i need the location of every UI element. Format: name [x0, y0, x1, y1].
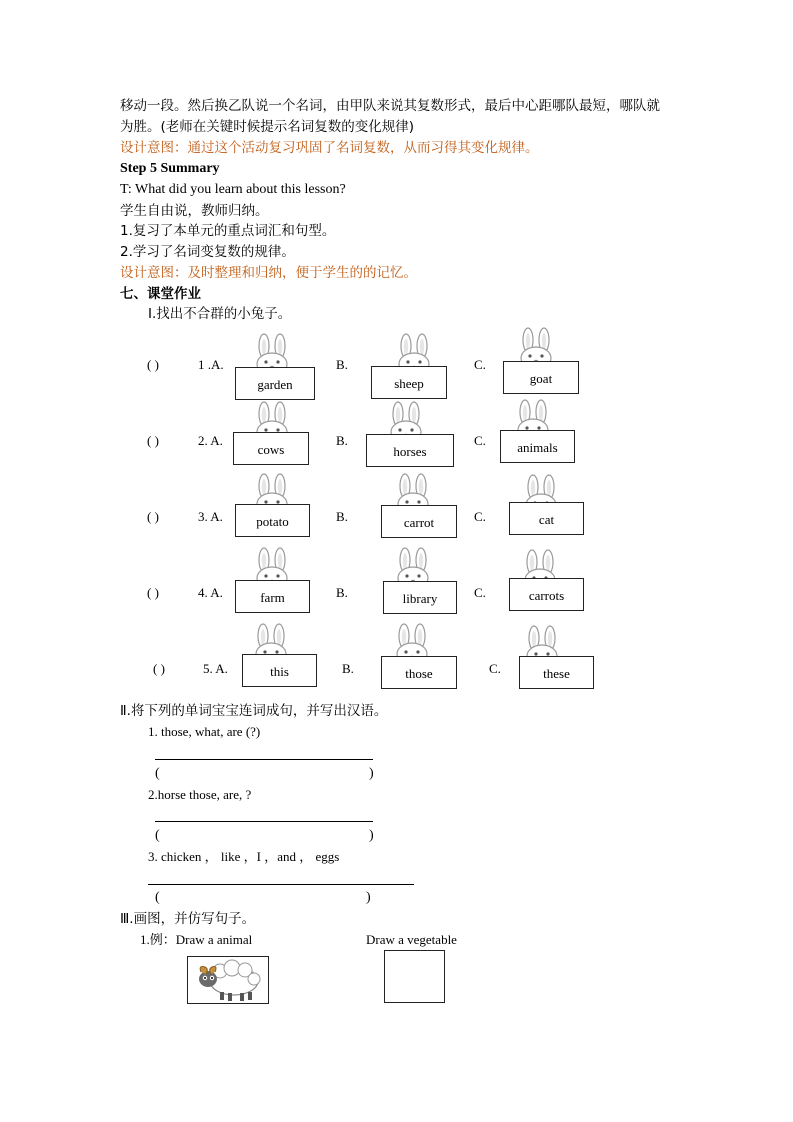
q2-paren[interactable]: ( ) — [147, 433, 159, 448]
q4-option-c[interactable]: carrots — [509, 578, 584, 611]
q2-label-c: C. — [474, 433, 486, 448]
q4-option-a[interactable]: farm — [235, 580, 310, 613]
q2-option-c[interactable]: animals — [500, 430, 575, 463]
intro-line-2: 为胜。(老师在关键时候提示名词复数的变化规律) — [120, 119, 415, 135]
sentence-3-paren-open: ( — [155, 890, 160, 905]
q1-number: 1 .A. — [198, 357, 224, 372]
q3-number: 3. A. — [198, 509, 223, 524]
q1-option-b[interactable]: sheep — [371, 366, 447, 399]
q2-option-a[interactable]: cows — [233, 432, 309, 465]
sentence-2-answer-line[interactable] — [155, 821, 373, 822]
sentence-1-paren-close: ) — [369, 766, 374, 781]
q3-option-a[interactable]: potato — [235, 504, 310, 537]
q1-option-a[interactable]: garden — [235, 367, 315, 400]
sentence-3-words: 3. chicken ， like ，I ，and ， eggs — [148, 849, 340, 864]
vegetable-drawing-box[interactable] — [384, 950, 445, 1003]
q5-option-b[interactable]: those — [381, 656, 457, 689]
homework-heading: 七、课堂作业 — [120, 286, 201, 302]
sentence-1-paren-open: ( — [155, 766, 160, 781]
q3-option-c[interactable]: cat — [509, 502, 584, 535]
step5-free-talk: 学生自由说，教师归纳。 — [120, 203, 269, 219]
sentence-3-paren-close: ) — [366, 890, 371, 905]
q4-number: 4. A. — [198, 585, 223, 600]
q4-paren[interactable]: ( ) — [147, 585, 159, 600]
q3-label-c: C. — [474, 509, 486, 524]
part3-title: Ⅲ.画图，并仿写句子。 — [120, 911, 256, 927]
step5-point-1: 1.复习了本单元的重点词汇和句型。 — [120, 223, 336, 239]
q1-label-c: C. — [474, 357, 486, 372]
q2-option-b[interactable]: horses — [366, 434, 454, 467]
sentence-2-words: 2.horse those, are, ? — [148, 787, 252, 802]
sentence-2-paren-close: ) — [369, 828, 374, 843]
q5-paren[interactable]: ( ) — [153, 661, 165, 676]
sentence-1-words: 1. those, what, are (?) — [148, 724, 261, 739]
q5-number: 5. A. — [203, 661, 228, 676]
q4-option-b[interactable]: library — [383, 581, 457, 614]
q4-label-c: C. — [474, 585, 486, 600]
example-draw-animal: 1.例：Draw a animal — [140, 932, 253, 947]
sentence-2-paren-open: ( — [155, 828, 160, 843]
q3-paren[interactable]: ( ) — [147, 509, 159, 524]
q2-number: 2. A. — [198, 433, 223, 448]
intro-line-1: 移动一段。然后换乙队说一个名词，由甲队来说其复数形式，最后中心距哪队最短，哪队就 — [120, 98, 660, 114]
q5-option-c[interactable]: these — [519, 656, 594, 689]
q3-option-b[interactable]: carrot — [381, 505, 457, 538]
q1-option-c[interactable]: goat — [503, 361, 579, 394]
sheep-icon — [188, 957, 268, 1003]
part1-title: Ⅰ.找出不合群的小兔子。 — [148, 306, 292, 322]
design-intent-2: 设计意图：及时整理和归纳，便于学生的的记忆。 — [120, 265, 417, 281]
q1-label-b: B. — [336, 357, 348, 372]
draw-vegetable-label: Draw a vegetable — [366, 932, 457, 947]
q3-label-b: B. — [336, 509, 348, 524]
sentence-3-answer-line[interactable] — [148, 884, 414, 885]
q4-label-b: B. — [336, 585, 348, 600]
step5-question: T: What did you learn about this lesson? — [120, 182, 346, 197]
sheep-picture-frame — [187, 956, 269, 1004]
q5-label-b: B. — [342, 661, 354, 676]
q2-label-b: B. — [336, 433, 348, 448]
step5-heading: Step 5 Summary — [120, 161, 220, 176]
part2-title: Ⅱ.将下列的单词宝宝连词成句，并写出汉语。 — [120, 703, 388, 719]
q5-option-a[interactable]: this — [242, 654, 317, 687]
sentence-1-answer-line[interactable] — [155, 759, 373, 760]
q1-paren[interactable]: ( ) — [147, 357, 159, 372]
design-intent-1: 设计意图：通过这个活动复习巩固了名词复数，从而习得其变化规律。 — [120, 140, 539, 156]
q5-label-c: C. — [489, 661, 501, 676]
step5-point-2: 2.学习了名词变复数的规律。 — [120, 244, 295, 260]
